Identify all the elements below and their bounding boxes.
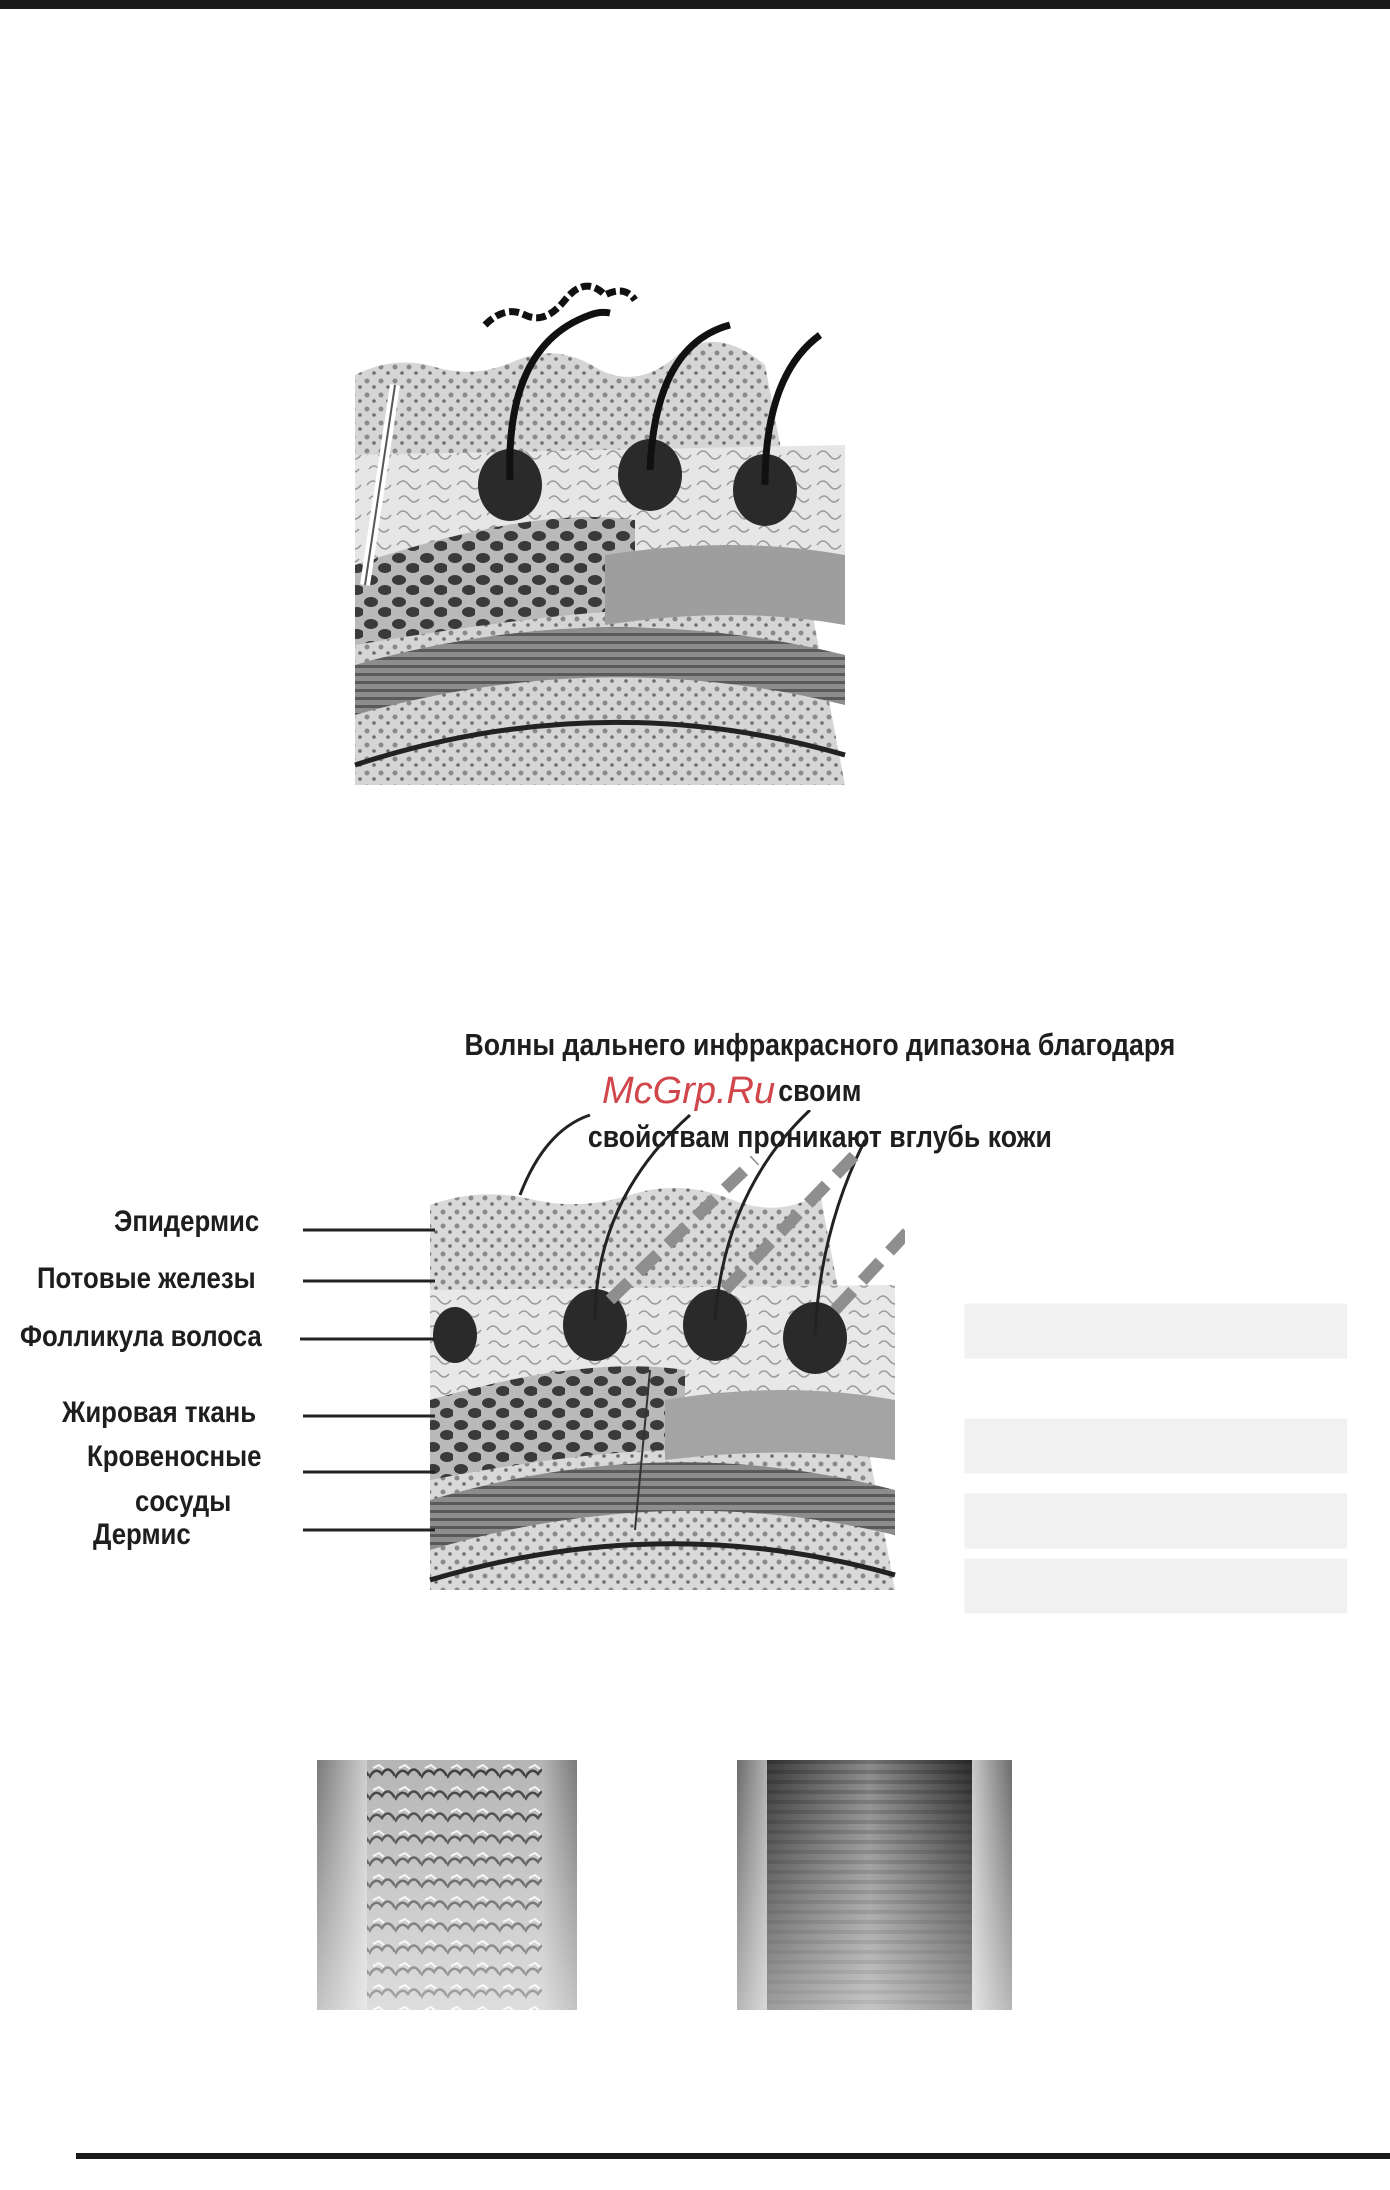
- hair-damaged-image: [317, 1760, 577, 2010]
- label-fat-tissue: Жировая ткань: [62, 1396, 257, 1429]
- top-rule: [0, 0, 1390, 9]
- label-hair-follicle: Фолликула волоса: [20, 1320, 262, 1353]
- caption-line-1: Волны дальнего инфракрасного дипазона благодаря своим: [464, 1027, 1176, 1108]
- watermark: McGrp.Ru: [602, 1070, 776, 1112]
- ghost-text-4: ▆▆▆▆▆▆▆▆: [965, 1543, 1347, 1612]
- label-epidermis: Эпидермис: [114, 1205, 260, 1238]
- ghost-text-1: ▆▆▆▆▆▆▆▆: [965, 1288, 1347, 1357]
- ghost-text-2: ▆▆▆▆▆▆▆▆: [965, 1403, 1347, 1472]
- hair-healthy-image: [737, 1760, 1012, 2010]
- caption-line-2: свойствам проникают вглубь кожи: [587, 1119, 1052, 1154]
- skin-illustration-labelled: [425, 1110, 905, 1590]
- ghost-text-3: ▆▆▆▆▆▆▆▆: [965, 1478, 1347, 1547]
- leader-lines: [0, 1190, 440, 1570]
- skin-illustration-top: [335, 265, 855, 785]
- label-sweat-glands: Потовые железы: [37, 1262, 256, 1295]
- label-blood-vessels-1: Кровеносные: [87, 1440, 262, 1473]
- bottom-rule: [76, 2153, 1390, 2159]
- label-dermis: Дермис: [93, 1518, 191, 1551]
- label-blood-vessels-2: сосуды: [135, 1485, 232, 1518]
